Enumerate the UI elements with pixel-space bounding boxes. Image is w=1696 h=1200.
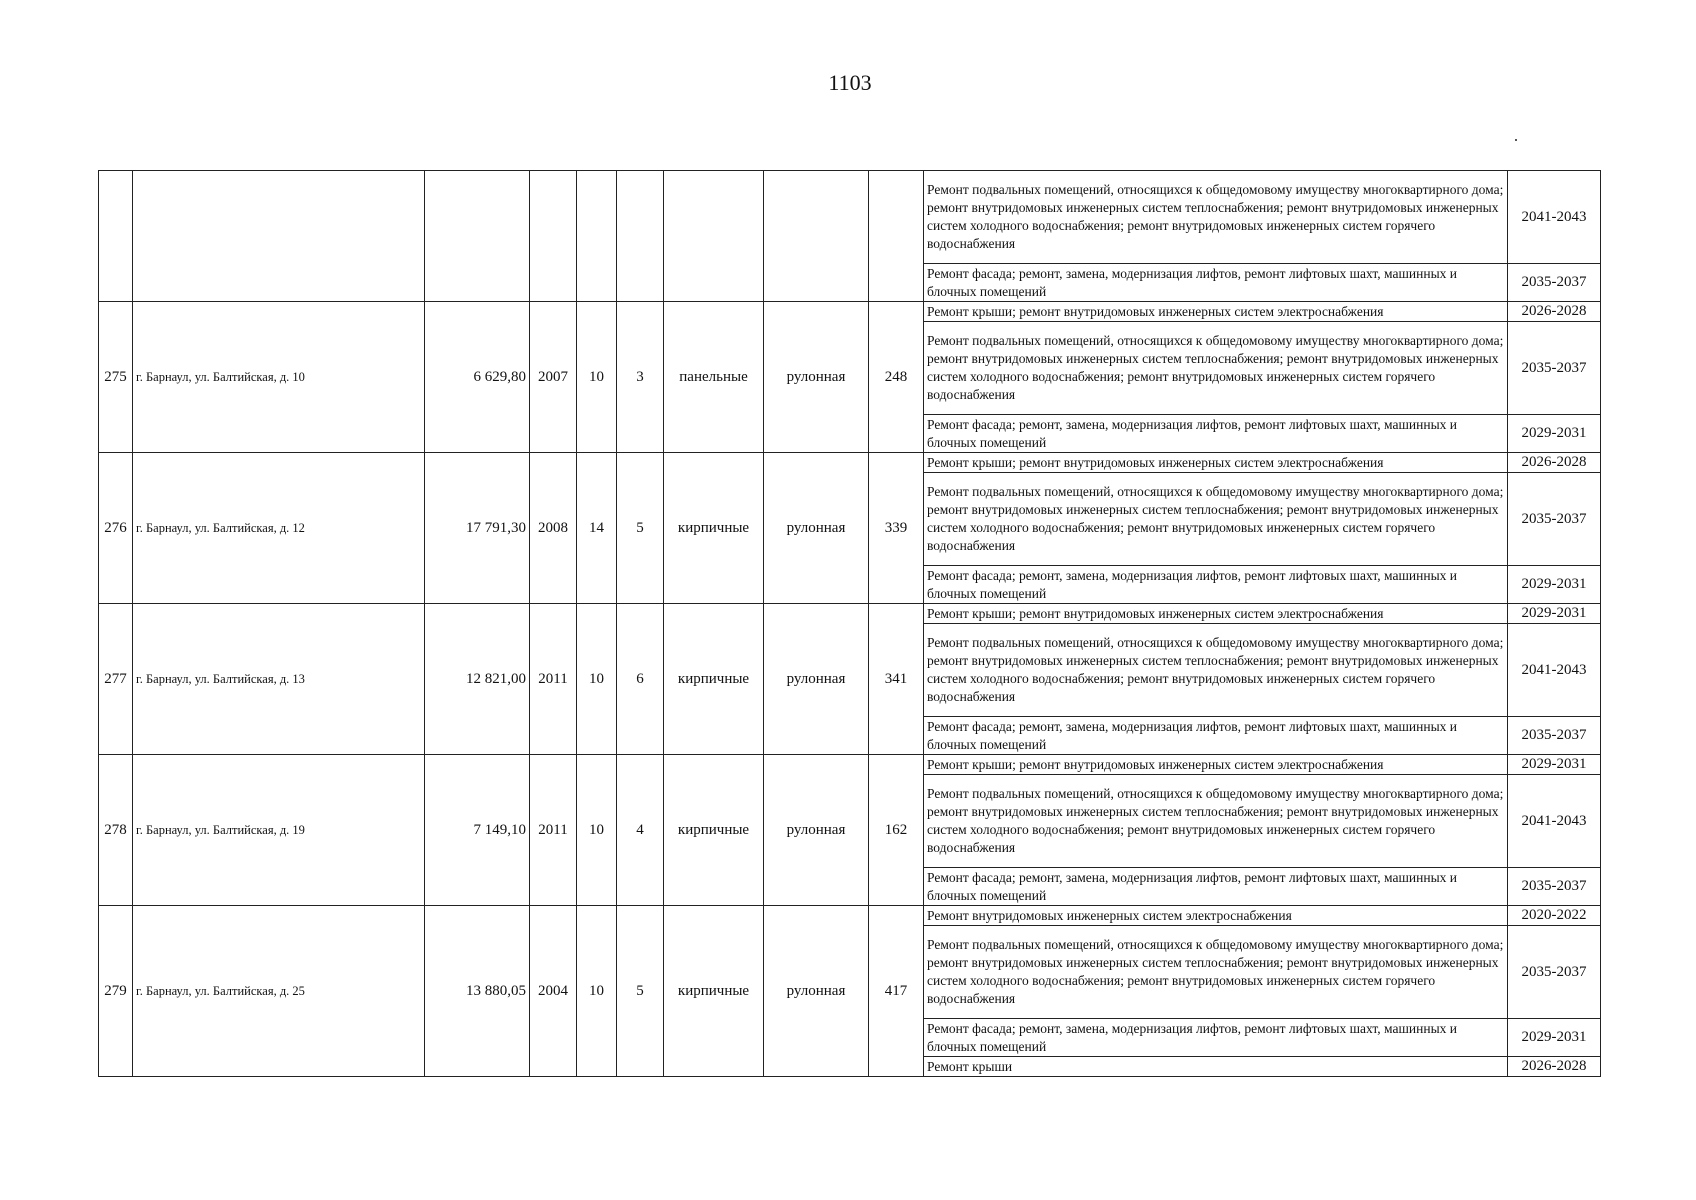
wall-material: панельные	[664, 302, 764, 453]
period-cell: 2029-2031	[1508, 604, 1601, 624]
roof-type: рулонная	[764, 302, 869, 453]
work-basement: Ремонт подвальных помещений, относящихся к общедомовому имуществу многоквартирного дома; ремонт внутридомовых инженерных систем теплоснабжения; ремонт внутридомовых инженерных систем холодного водоснабжения; ремонт внутридомовых инженерных систем горячего водоснабжения	[924, 171, 1508, 264]
period-cell: 2029-2031	[1508, 415, 1601, 453]
row-number: 278	[99, 755, 133, 906]
year-cell	[530, 171, 577, 302]
work-roof-electric: Ремонт крыши; ремонт внутридомовых инженерных систем электроснабжения	[924, 755, 1508, 775]
build-year: 2007	[530, 302, 577, 453]
address: г. Барнаул, ул. Балтийская, д. 10	[133, 302, 425, 453]
residents: 339	[869, 453, 924, 604]
residents: 162	[869, 755, 924, 906]
table-row	[99, 302, 1601, 322]
work-facade: Ремонт фасада; ремонт, замена, модернизация лифтов, ремонт лифтовых шахт, машинных и блочных помещений	[924, 717, 1508, 755]
table-row	[99, 906, 1601, 926]
entrances: 4	[617, 755, 664, 906]
address: г. Барнаул, ул. Балтийская, д. 13	[133, 604, 425, 755]
residents: 341	[869, 604, 924, 755]
residents: 417	[869, 906, 924, 1077]
period-cell: 2035-2037	[1508, 717, 1601, 755]
entrances: 6	[617, 604, 664, 755]
floors-cell	[577, 171, 617, 302]
floors: 14	[577, 453, 617, 604]
work-basement: Ремонт подвальных помещений, относящихся к общедомовому имуществу многоквартирного дома; ремонт внутридомовых инженерных систем теплоснабжения; ремонт внутридомовых инженерных систем холодного водоснабжения; ремонт внутридомовых инженерных систем горячего водоснабжения	[924, 926, 1508, 1019]
period-cell: 2026-2028	[1508, 302, 1601, 322]
total-area: 7 149,10	[425, 755, 530, 906]
address: г. Барнаул, ул. Балтийская, д. 19	[133, 755, 425, 906]
build-year: 2011	[530, 604, 577, 755]
roof-type: рулонная	[764, 755, 869, 906]
period-cell: 2026-2028	[1508, 453, 1601, 473]
period-cell: 2035-2037	[1508, 473, 1601, 566]
wall-material: кирпичные	[664, 604, 764, 755]
num-cell	[99, 171, 133, 302]
work-facade: Ремонт фасада; ремонт, замена, модернизация лифтов, ремонт лифтовых шахт, машинных и блочных помещений	[924, 1019, 1508, 1057]
wall-material: кирпичные	[664, 906, 764, 1077]
period-cell: 2029-2031	[1508, 566, 1601, 604]
period-cell: 2035-2037	[1508, 926, 1601, 1019]
total-area: 17 791,30	[425, 453, 530, 604]
roof-type: рулонная	[764, 604, 869, 755]
work-roof: Ремонт крыши	[924, 1057, 1508, 1077]
roof-type-cell	[764, 171, 869, 302]
total-area: 6 629,80	[425, 302, 530, 453]
address: г. Барнаул, ул. Балтийская, д. 12	[133, 453, 425, 604]
scan-speck	[1515, 139, 1517, 141]
work-facade: Ремонт фасада; ремонт, замена, модернизация лифтов, ремонт лифтовых шахт, машинных и блочных помещений	[924, 264, 1508, 302]
residents-cell	[869, 171, 924, 302]
row-number: 279	[99, 906, 133, 1077]
residents: 248	[869, 302, 924, 453]
work-facade: Ремонт фасада; ремонт, замена, модернизация лифтов, ремонт лифтовых шахт, машинных и блочных помещений	[924, 868, 1508, 906]
wall-material: кирпичные	[664, 755, 764, 906]
entrances-cell	[617, 171, 664, 302]
entrances: 5	[617, 906, 664, 1077]
work-roof-electric: Ремонт крыши; ремонт внутридомовых инженерных систем электроснабжения	[924, 604, 1508, 624]
floors: 10	[577, 604, 617, 755]
work-roof-electric: Ремонт крыши; ремонт внутридомовых инженерных систем электроснабжения	[924, 453, 1508, 473]
work-facade: Ремонт фасада; ремонт, замена, модернизация лифтов, ремонт лифтовых шахт, машинных и блочных помещений	[924, 415, 1508, 453]
address-cell	[133, 171, 425, 302]
work-basement: Ремонт подвальных помещений, относящихся к общедомовому имуществу многоквартирного дома; ремонт внутридомовых инженерных систем теплоснабжения; ремонт внутридомовых инженерных систем холодного водоснабжения; ремонт внутридомовых инженерных систем горячего водоснабжения	[924, 473, 1508, 566]
period-cell: 2026-2028	[1508, 1057, 1601, 1077]
walls-cell	[664, 171, 764, 302]
capital-repair-table	[98, 170, 1601, 1077]
period-cell: 2041-2043	[1508, 624, 1601, 717]
work-basement: Ремонт подвальных помещений, относящихся к общедомовому имуществу многоквартирного дома; ремонт внутридомовых инженерных систем теплоснабжения; ремонт внутридомовых инженерных систем холодного водоснабжения; ремонт внутридомовых инженерных систем горячего водоснабжения	[924, 775, 1508, 868]
floors: 10	[577, 302, 617, 453]
period-cell: 2020-2022	[1508, 906, 1601, 926]
work-electric: Ремонт внутридомовых инженерных систем электроснабжения	[924, 906, 1508, 926]
period-cell: 2041-2043	[1508, 171, 1601, 264]
work-roof-electric: Ремонт крыши; ремонт внутридомовых инженерных систем электроснабжения	[924, 302, 1508, 322]
floors: 10	[577, 755, 617, 906]
build-year: 2008	[530, 453, 577, 604]
page-number: 1103	[828, 70, 872, 95]
period-cell: 2029-2031	[1508, 755, 1601, 775]
table-row	[99, 604, 1601, 624]
wall-material: кирпичные	[664, 453, 764, 604]
row-number: 277	[99, 604, 133, 755]
table-row	[99, 453, 1601, 473]
period-cell: 2035-2037	[1508, 264, 1601, 302]
floors: 10	[577, 906, 617, 1077]
total-area: 13 880,05	[425, 906, 530, 1077]
period-cell: 2041-2043	[1508, 775, 1601, 868]
row-number: 276	[99, 453, 133, 604]
area-cell	[425, 171, 530, 302]
build-year: 2011	[530, 755, 577, 906]
period-cell: 2029-2031	[1508, 1019, 1601, 1057]
work-basement: Ремонт подвальных помещений, относящихся к общедомовому имуществу многоквартирного дома; ремонт внутридомовых инженерных систем теплоснабжения; ремонт внутридомовых инженерных систем холодного водоснабжения; ремонт внутридомовых инженерных систем горячего водоснабжения	[924, 322, 1508, 415]
work-facade: Ремонт фасада; ремонт, замена, модернизация лифтов, ремонт лифтовых шахт, машинных и блочных помещений	[924, 566, 1508, 604]
roof-type: рулонная	[764, 906, 869, 1077]
period-cell: 2035-2037	[1508, 322, 1601, 415]
table-row	[99, 755, 1601, 775]
entrances: 5	[617, 453, 664, 604]
build-year: 2004	[530, 906, 577, 1077]
roof-type: рулонная	[764, 453, 869, 604]
total-area: 12 821,00	[425, 604, 530, 755]
row-number: 275	[99, 302, 133, 453]
address: г. Барнаул, ул. Балтийская, д. 25	[133, 906, 425, 1077]
work-basement: Ремонт подвальных помещений, относящихся к общедомовому имуществу многоквартирного дома; ремонт внутридомовых инженерных систем теплоснабжения; ремонт внутридомовых инженерных систем холодного водоснабжения; ремонт внутридомовых инженерных систем горячего водоснабжения	[924, 624, 1508, 717]
period-cell: 2035-2037	[1508, 868, 1601, 906]
table-row	[99, 171, 1601, 264]
entrances: 3	[617, 302, 664, 453]
